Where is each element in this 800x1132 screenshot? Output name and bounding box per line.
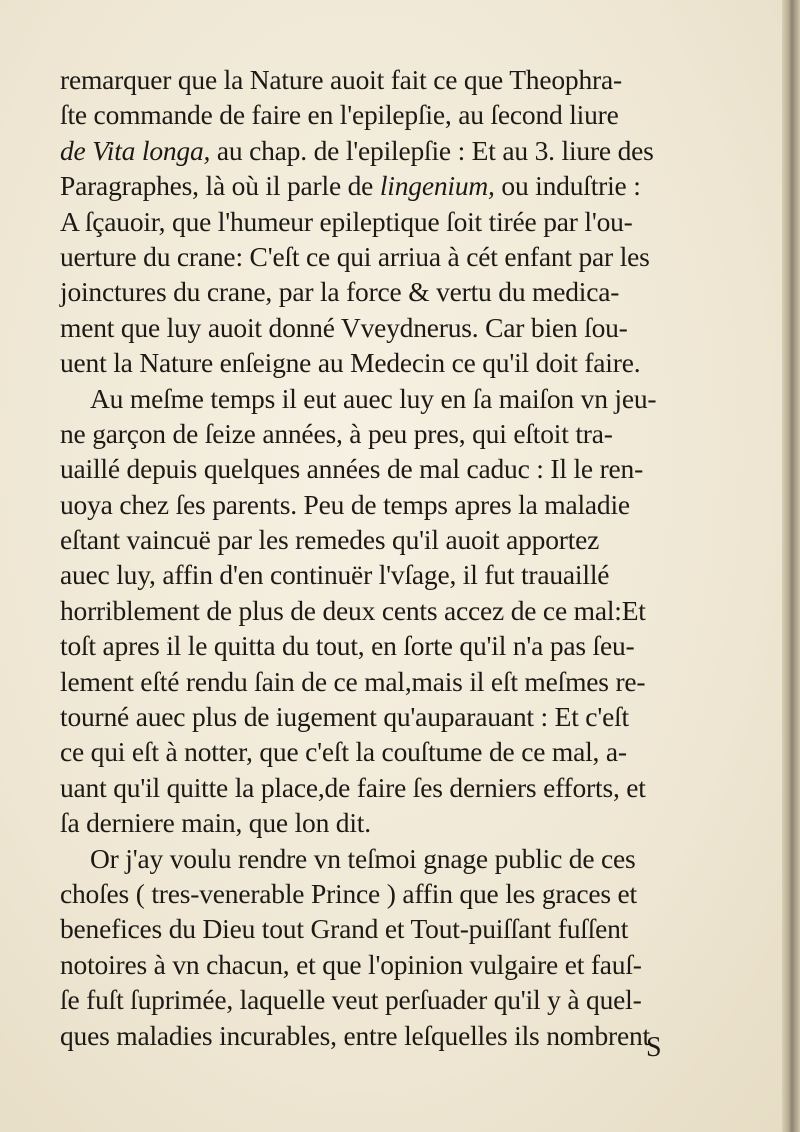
- italic-text: de Vita longa,: [60, 134, 211, 166]
- text-line: [60, 593, 760, 628]
- text-line: [60, 204, 760, 239]
- line-text: uoya chez ſes parents. Peu de temps apres la maladie: [60, 488, 630, 520]
- line-text: ſa derniere main, que lon dit.: [60, 807, 371, 839]
- text-line: [60, 522, 760, 557]
- text-line: [60, 239, 760, 274]
- line-text: uerture du crane: C'eſt ce qui arriua à cét enfant par les: [60, 240, 650, 272]
- line-text: ou induſtrie :: [494, 170, 641, 202]
- line-text: ſe fuſt ſuprimée, laquelle veut perſuader qu'il y à quel-: [60, 984, 642, 1016]
- text-line: [60, 699, 760, 734]
- line-text: ne garçon de ſeize années, à peu pres, qui eſtoit tra-: [60, 417, 613, 449]
- text-line: [60, 345, 760, 380]
- line-text: lement eſté rendu ſain de ce mal,mais il eſt meſmes re-: [60, 665, 646, 697]
- text-line: [60, 97, 760, 132]
- line-text: uant qu'il quitte la place,de faire ſes derniers efforts, et: [60, 771, 646, 803]
- line-text: horriblement de plus de deux cents accez de ce mal:Et: [60, 594, 646, 626]
- text-line: [60, 805, 760, 840]
- line-text: uaillé depuis quelques années de mal caduc : Il le ren-: [60, 453, 644, 485]
- line-text: joinctures du crane, par la force & vertu du medica-: [60, 276, 620, 308]
- line-text: eſtant vaincuë par les remedes qu'il auoit apportez: [60, 524, 600, 556]
- line-text: A ſçauoir, que l'humeur epileptique ſoit tirée par l'ou-: [60, 205, 633, 237]
- line-text: uent la Nature enſeigne au Medecin ce qu'il doit faire.: [60, 347, 641, 379]
- line-text: Au meſme temps il eut auec luy en ſa maiſon vn jeu-: [90, 382, 657, 414]
- line-text: ment que luy auoit donné Vveydnerus. Car bien ſou-: [60, 311, 628, 343]
- text-line: [60, 381, 760, 416]
- text-line: [60, 628, 760, 663]
- text-line: [60, 133, 760, 168]
- text-line: [60, 487, 760, 522]
- text-line: [60, 416, 760, 451]
- text-line: [60, 876, 760, 911]
- text-line: [60, 911, 760, 946]
- text-line: [60, 770, 760, 805]
- line-text: ques maladies incurables, entre leſquelles ils nombrent: [60, 1019, 650, 1051]
- text-line: [60, 947, 760, 982]
- line-text: au chap. de l'epilepſie : Et au 3. liure des: [210, 134, 654, 166]
- italic-text: lingenium,: [379, 170, 495, 202]
- line-text: toſt apres il le quitta du tout, en ſorte qu'il n'a pas ſeu-: [60, 630, 635, 662]
- text-line: [60, 62, 760, 97]
- text-line: [60, 982, 760, 1017]
- line-text: ce qui eſt à notter, que c'eſt la couſtume de ce mal, a-: [60, 736, 627, 768]
- signature-mark: S: [646, 1032, 662, 1063]
- line-text: remarquer que la Nature auoit fait ce que Theophra-: [60, 64, 622, 95]
- line-text: choſes ( tres-venerable Prince ) affin que les graces et: [60, 877, 637, 909]
- text-line: [60, 310, 760, 345]
- line-text: Paragraphes, là où il parle de: [60, 170, 380, 202]
- text-line: [60, 664, 760, 699]
- line-text: tourné auec plus de iugement qu'auparauant : Et c'eſt: [60, 701, 629, 733]
- text-line: [60, 557, 760, 592]
- text-line: [60, 168, 760, 203]
- text-line: [60, 451, 760, 486]
- line-text: ſte commande de faire en l'epilepſie, au ſecond liure: [60, 99, 619, 131]
- page-edge: [782, 0, 800, 1132]
- text-line: [60, 841, 760, 876]
- text-line: [60, 274, 760, 309]
- line-text: Or j'ay voulu rendre vn teſmoi gnage public de ces: [90, 842, 636, 874]
- text-line: [60, 734, 760, 769]
- line-text: benefices du Dieu tout Grand et Tout-puiſſant fuſſent: [60, 913, 629, 945]
- line-text: notoires à vn chacun, et que l'opinion vulgaire et fauſ-: [60, 948, 642, 980]
- page-text: [60, 62, 760, 1053]
- line-text: auec luy, affin d'en continuër l'vſage, il fut trauaillé: [60, 559, 610, 591]
